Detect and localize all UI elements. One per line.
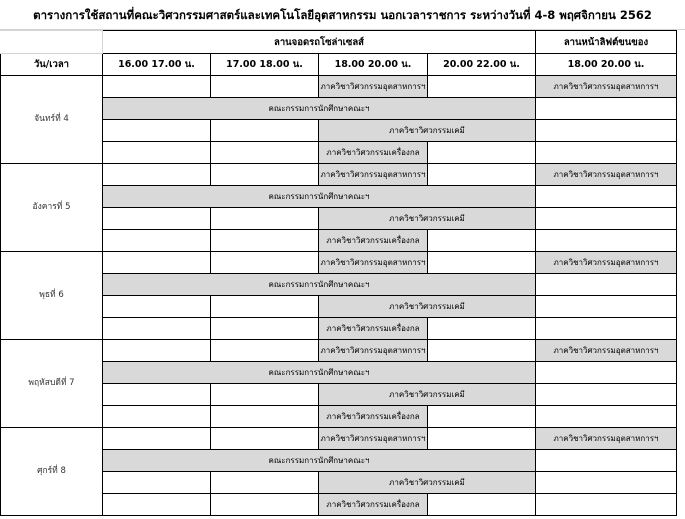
empty-cell <box>211 406 319 428</box>
day-label: จันทร์ที่ 4 <box>1 76 103 164</box>
booking-industrial: ภาควิชาวิศวกรรมอุตสาหการฯ <box>319 340 428 362</box>
empty-cell <box>536 208 677 230</box>
empty-cell <box>103 406 211 428</box>
day-row <box>1 340 677 362</box>
booking-student-committee: คณะกรรมการนักศึกษาคณะฯ <box>103 362 536 384</box>
empty-cell <box>536 406 677 428</box>
empty-cell <box>428 252 536 274</box>
day-label: ศุกร์ที่ 8 <box>1 428 103 516</box>
day-row <box>1 472 677 494</box>
day-row <box>1 164 677 186</box>
booking-student-committee: คณะกรรมการนักศึกษาคณะฯ <box>103 450 536 472</box>
booking-student-committee: คณะกรรมการนักศึกษาคณะฯ <box>103 186 536 208</box>
day-row <box>1 230 677 252</box>
day-row <box>1 142 677 164</box>
day-row <box>1 274 677 296</box>
booking-mechanical: ภาควิชาวิศวกรรมเครื่องกล <box>319 406 428 428</box>
empty-cell <box>536 494 677 516</box>
booking-industrial-lift: ภาควิชาวิศวกรรมอุตสาหการฯ <box>536 340 677 362</box>
header-group-lift: ลานหน้าลิฟต์ขนของ <box>536 31 677 54</box>
booking-industrial: ภาควิชาวิศวกรรมอุตสาหการฯ <box>319 252 428 274</box>
empty-cell <box>103 164 211 186</box>
empty-cell <box>428 340 536 362</box>
header-slot: 17.00 18.00 น. <box>211 54 319 76</box>
empty-cell <box>211 76 319 98</box>
booking-mechanical: ภาควิชาวิศวกรรมเครื่องกล <box>319 230 428 252</box>
empty-cell <box>428 494 536 516</box>
empty-cell <box>211 318 319 340</box>
day-row <box>1 76 677 98</box>
header-day-time: วัน/เวลา <box>1 54 103 76</box>
booking-chemical: ภาควิชาวิศวกรรมเคมี <box>319 296 536 318</box>
empty-cell <box>103 340 211 362</box>
empty-cell <box>536 450 677 472</box>
empty-cell <box>536 472 677 494</box>
empty-cell <box>536 142 677 164</box>
empty-cell <box>536 120 677 142</box>
empty-cell <box>103 494 211 516</box>
empty-cell <box>536 362 677 384</box>
header-group-main: ลานจอดรถโซล่าเซลส์ <box>103 31 536 54</box>
empty-cell <box>103 384 211 406</box>
header-slot: 18.00 20.00 น. <box>536 54 677 76</box>
day-row <box>1 384 677 406</box>
day-label: อังคารที่ 5 <box>1 164 103 252</box>
empty-cell <box>103 120 211 142</box>
empty-cell <box>211 208 319 230</box>
empty-cell <box>103 428 211 450</box>
empty-cell <box>536 230 677 252</box>
empty-cell <box>103 208 211 230</box>
empty-cell <box>536 318 677 340</box>
header-slot: 18.00 20.00 น. <box>319 54 428 76</box>
empty-cell <box>103 142 211 164</box>
empty-cell <box>103 318 211 340</box>
empty-cell <box>103 472 211 494</box>
empty-cell <box>536 274 677 296</box>
header-empty-cell <box>1 31 103 54</box>
day-row <box>1 296 677 318</box>
empty-cell <box>536 186 677 208</box>
empty-cell <box>103 252 211 274</box>
empty-cell <box>103 76 211 98</box>
day-row <box>1 208 677 230</box>
booking-industrial-lift: ภาควิชาวิศวกรรมอุตสาหการฯ <box>536 76 677 98</box>
day-row <box>1 98 677 120</box>
empty-cell <box>428 428 536 450</box>
empty-cell <box>211 340 319 362</box>
empty-cell <box>536 296 677 318</box>
booking-chemical: ภาควิชาวิศวกรรมเคมี <box>319 384 536 406</box>
booking-student-committee: คณะกรรมการนักศึกษาคณะฯ <box>103 274 536 296</box>
empty-cell <box>211 142 319 164</box>
empty-cell <box>428 230 536 252</box>
booking-industrial-lift: ภาควิชาวิศวกรรมอุตสาหการฯ <box>536 164 677 186</box>
booking-industrial: ภาควิชาวิศวกรรมอุตสาหการฯ <box>319 428 428 450</box>
booking-student-committee: คณะกรรมการนักศึกษาคณะฯ <box>103 98 536 120</box>
day-row <box>1 252 677 274</box>
day-label: พุธที่ 6 <box>1 252 103 340</box>
empty-cell <box>428 164 536 186</box>
empty-cell <box>103 296 211 318</box>
day-row <box>1 406 677 428</box>
empty-cell <box>211 120 319 142</box>
schedule-table <box>0 30 677 516</box>
empty-cell <box>211 384 319 406</box>
empty-cell <box>211 428 319 450</box>
booking-mechanical: ภาควิชาวิศวกรรมเครื่องกล <box>319 142 428 164</box>
booking-chemical: ภาควิชาวิศวกรรมเคมี <box>319 472 536 494</box>
empty-cell <box>211 164 319 186</box>
empty-cell <box>428 318 536 340</box>
day-row <box>1 362 677 384</box>
booking-industrial: ภาควิชาวิศวกรรมอุตสาหการฯ <box>319 76 428 98</box>
day-label: พฤหัสบดีที่ 7 <box>1 340 103 428</box>
empty-cell <box>211 296 319 318</box>
booking-mechanical: ภาควิชาวิศวกรรมเครื่องกล <box>319 494 428 516</box>
header-row-groups <box>1 31 677 54</box>
empty-cell <box>536 98 677 120</box>
booking-chemical: ภาควิชาวิศวกรรมเคมี <box>319 120 536 142</box>
empty-cell <box>103 230 211 252</box>
day-row <box>1 494 677 516</box>
header-slot: 16.00 17.00 น. <box>103 54 211 76</box>
booking-chemical: ภาควิชาวิศวกรรมเคมี <box>319 208 536 230</box>
empty-cell <box>428 406 536 428</box>
booking-mechanical: ภาควิชาวิศวกรรมเครื่องกล <box>319 318 428 340</box>
booking-industrial-lift: ภาควิชาวิศวกรรมอุตสาหการฯ <box>536 252 677 274</box>
header-slot: 20.00 22.00 น. <box>428 54 536 76</box>
header-row-slots <box>1 54 677 76</box>
empty-cell <box>211 230 319 252</box>
empty-cell <box>211 252 319 274</box>
booking-industrial-lift: ภาควิชาวิศวกรรมอุตสาหการฯ <box>536 428 677 450</box>
day-row <box>1 428 677 450</box>
empty-cell <box>536 384 677 406</box>
page-title: ตารางการใช้สถานที่คณะวิศวกรรมศาสตร์และเทคโนโลยีอุตสาหกรรม นอกเวลาราชการ ระหว่างวันที่ 4-8 พฤศจิกายน 2562 <box>0 0 685 30</box>
empty-cell <box>211 472 319 494</box>
empty-cell <box>211 494 319 516</box>
day-row <box>1 450 677 472</box>
day-row <box>1 120 677 142</box>
day-row <box>1 318 677 340</box>
empty-cell <box>428 76 536 98</box>
day-row <box>1 186 677 208</box>
empty-cell <box>428 142 536 164</box>
booking-industrial: ภาควิชาวิศวกรรมอุตสาหการฯ <box>319 164 428 186</box>
